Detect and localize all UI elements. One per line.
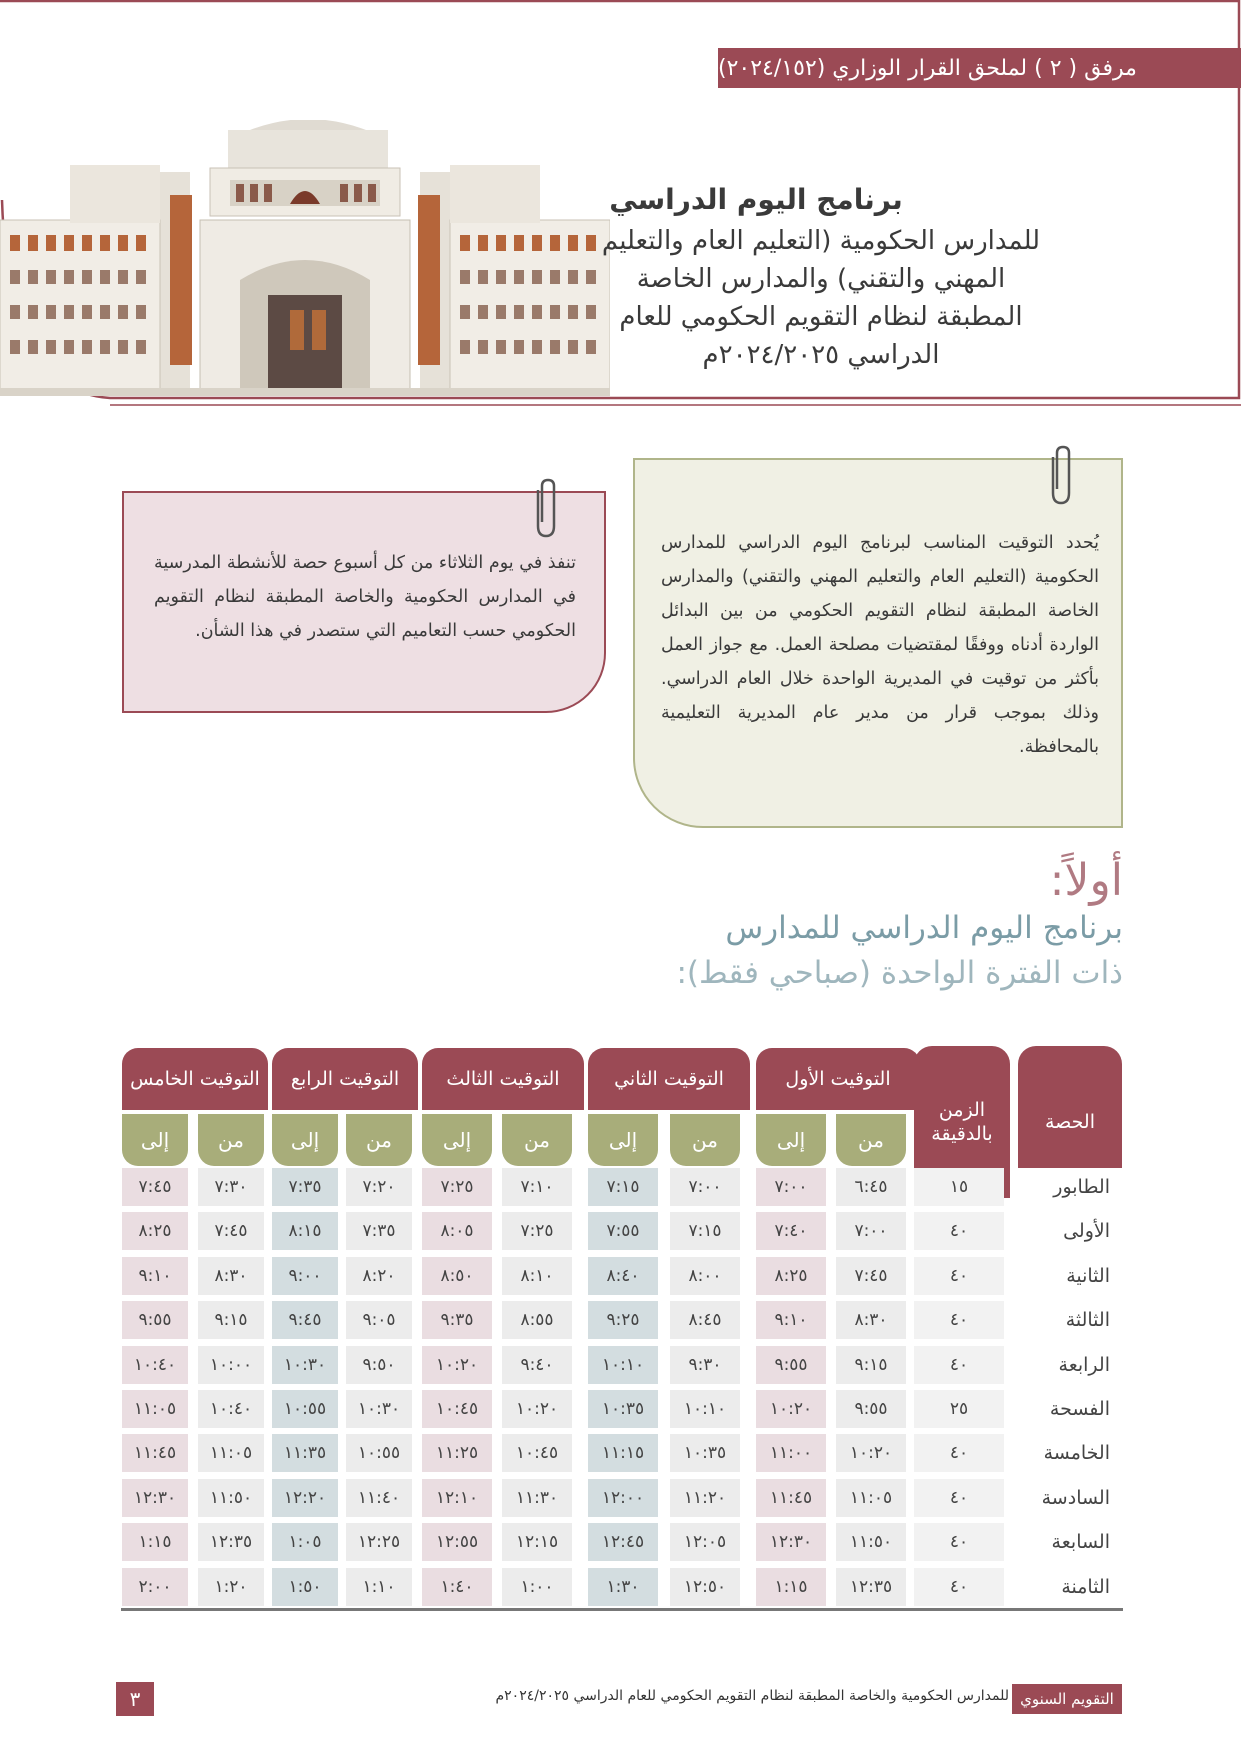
timing-selection-note (633, 458, 1123, 828)
time-from-cell: ٧:١٠ (502, 1168, 572, 1206)
time-from-cell: ٨:٣٠ (836, 1301, 906, 1339)
time-to-cell: ١١:٠٥ (122, 1390, 188, 1428)
section-subtitle: ذات الفترة الواحدة (صباحي فقط): (676, 955, 1123, 991)
time-from-cell: ١٠:١٠ (670, 1390, 740, 1428)
time-to-cell: ١٢:٣٠ (122, 1479, 188, 1517)
timing-selection-note-text: يُحدد التوقيت المناسب لبرنامج اليوم الدراسي للمدارس الحكومية (التعليم العام والتعليم المهني والتقني) والمدارس الخاصة المطبقة لنظام التقويم الحكومي من بين البدائل الواردة أدناه ووفقًا لمقتضيات مصلحة العمل. مع جواز العمل بأكثر من توقيت في المديرية الواحدة خلال العام الدراسي. وذلك بموجب قرار من مدير عام المديرية التعليمية بالمحافظة. (661, 533, 1099, 757)
duration-cell: ٤٠ (914, 1479, 1004, 1517)
ministry-building-illustration (0, 120, 610, 398)
section-heading: أولاً: (1049, 855, 1123, 906)
column-header-timing: التوقيت الأول (756, 1048, 920, 1110)
page-title: برنامج اليوم الدراسي (609, 183, 903, 216)
time-to-cell: ١٢:٠٠ (588, 1479, 658, 1517)
column-header-timing: التوقيت الثالث (422, 1048, 584, 1110)
time-to-cell: ١٠:٥٥ (272, 1390, 338, 1428)
page-subtitle (521, 222, 1121, 374)
period-name-cell: السابعة (1018, 1523, 1122, 1561)
duration-cell: ٢٥ (914, 1390, 1004, 1428)
time-from-cell: ١٢:٣٥ (198, 1523, 264, 1561)
time-to-cell: ٩:٠٠ (272, 1257, 338, 1295)
time-from-cell: ١١:٣٠ (502, 1479, 572, 1517)
time-to-cell: ١١:٢٥ (422, 1434, 492, 1472)
time-to-cell: ٩:٥٥ (756, 1346, 826, 1384)
time-to-cell: ١٠:٢٠ (422, 1346, 492, 1384)
time-from-cell: ٧:٣٠ (198, 1168, 264, 1206)
column-header-to: إلى (272, 1114, 338, 1166)
time-to-cell: ١١:٠٠ (756, 1434, 826, 1472)
time-to-cell: ٧:١٥ (588, 1168, 658, 1206)
time-to-cell: ٩:١٠ (756, 1301, 826, 1339)
time-to-cell: ١٠:١٠ (588, 1346, 658, 1384)
period-name-cell: الطابور (1018, 1168, 1122, 1206)
time-to-cell: ١٢:٥٥ (422, 1523, 492, 1561)
decree-banner-text: مرفق ( ٢ ) لملحق القرار الوزاري (٢٠٢٤/١٥٢) (718, 55, 1137, 81)
time-from-cell: ١٢:١٥ (502, 1523, 572, 1561)
time-to-cell: ١١:١٥ (588, 1434, 658, 1472)
time-from-cell: ٦:٤٥ (836, 1168, 906, 1206)
column-header-timing: التوقيت الرابع (272, 1048, 418, 1110)
time-to-cell: ١:١٥ (756, 1568, 826, 1606)
column-header-to: إلى (588, 1114, 658, 1166)
column-header-duration: الزمن بالدقيقة (914, 1046, 1010, 1198)
time-to-cell: ٨:٠٥ (422, 1212, 492, 1250)
footer-text: للمدارس الحكومية والخاصة المطبقة لنظام التقويم الحكومي للعام الدراسي ٢٠٢٤/٢٠٢٥م (495, 1688, 1009, 1704)
duration-cell: ٤٠ (914, 1212, 1004, 1250)
time-from-cell: ٧:٤٥ (836, 1257, 906, 1295)
period-name-cell: الأولى (1018, 1212, 1122, 1250)
time-from-cell: ٨:٠٠ (670, 1257, 740, 1295)
time-from-cell: ٧:٠٠ (670, 1168, 740, 1206)
time-to-cell: ٩:٣٥ (422, 1301, 492, 1339)
time-from-cell: ١١:٥٠ (198, 1479, 264, 1517)
time-from-cell: ٩:٥٠ (346, 1346, 412, 1384)
section-title: برنامج اليوم الدراسي للمدارس (725, 910, 1123, 946)
time-from-cell: ١١:٢٠ (670, 1479, 740, 1517)
time-to-cell: ١:٤٠ (422, 1568, 492, 1606)
time-to-cell: ١٠:٣٠ (272, 1346, 338, 1384)
time-from-cell: ١:٢٠ (198, 1568, 264, 1606)
period-name-cell: الرابعة (1018, 1346, 1122, 1384)
time-from-cell: ١٠:٣٥ (670, 1434, 740, 1472)
time-from-cell: ٩:٣٠ (670, 1346, 740, 1384)
column-header-to: إلى (122, 1114, 188, 1166)
decree-banner (718, 48, 1241, 88)
time-to-cell: ٩:٤٥ (272, 1301, 338, 1339)
time-from-cell: ١٢:٢٥ (346, 1523, 412, 1561)
column-header-from: من (502, 1114, 572, 1166)
time-to-cell: ١:٥٠ (272, 1568, 338, 1606)
time-to-cell: ١٠:٤٠ (122, 1346, 188, 1384)
duration-cell: ٤٠ (914, 1301, 1004, 1339)
time-from-cell: ١٠:٢٠ (502, 1390, 572, 1428)
time-from-cell: ٨:١٠ (502, 1257, 572, 1295)
time-from-cell: ٩:٠٥ (346, 1301, 412, 1339)
duration-cell: ٤٠ (914, 1434, 1004, 1472)
time-from-cell: ١٢:٥٠ (670, 1568, 740, 1606)
time-to-cell: ٧:٤٠ (756, 1212, 826, 1250)
period-name-cell: الثانية (1018, 1257, 1122, 1295)
time-to-cell: ١٢:٤٥ (588, 1523, 658, 1561)
time-from-cell: ١٠:٠٠ (198, 1346, 264, 1384)
time-to-cell: ١٢:٣٠ (756, 1523, 826, 1561)
time-to-cell: ٨:٥٠ (422, 1257, 492, 1295)
time-from-cell: ١٠:٤٠ (198, 1390, 264, 1428)
time-to-cell: ١:٠٥ (272, 1523, 338, 1561)
time-to-cell: ٧:٣٥ (272, 1168, 338, 1206)
time-to-cell: ١٠:٣٥ (588, 1390, 658, 1428)
period-name-cell: السادسة (1018, 1479, 1122, 1517)
subtitle-line: الدراسي ٢٠٢٤/٢٠٢٥م (702, 340, 940, 370)
time-from-cell: ١٠:٢٠ (836, 1434, 906, 1472)
subtitle-line: للمدارس الحكومية (التعليم العام والتعليم (601, 226, 1041, 256)
time-to-cell: ٨:١٥ (272, 1212, 338, 1250)
time-from-cell: ١١:٥٠ (836, 1523, 906, 1561)
time-to-cell: ٢:٠٠ (122, 1568, 188, 1606)
time-from-cell: ٨:٤٥ (670, 1301, 740, 1339)
time-from-cell: ١٢:٣٥ (836, 1568, 906, 1606)
time-from-cell: ٧:٢٥ (502, 1212, 572, 1250)
subtitle-line: المطبقة لنظام التقويم الحكومي للعام (619, 302, 1023, 332)
time-to-cell: ١١:٤٥ (756, 1479, 826, 1517)
time-to-cell: ٩:٢٥ (588, 1301, 658, 1339)
column-header-from: من (346, 1114, 412, 1166)
time-to-cell: ٧:٢٥ (422, 1168, 492, 1206)
activities-period-note-text: تنفذ في يوم الثلاثاء من كل أسبوع حصة للأنشطة المدرسية في المدارس الحكومية والخاصة المطبقة لنظام التقويم الحكومي حسب التعاميم التي ستصدر في هذا الشأن. (154, 553, 576, 641)
time-from-cell: ٧:٢٠ (346, 1168, 412, 1206)
time-from-cell: ٧:٤٥ (198, 1212, 264, 1250)
paperclip-icon (530, 478, 562, 540)
column-header-timing: التوقيت الثاني (588, 1048, 750, 1110)
time-from-cell: ٨:٥٥ (502, 1301, 572, 1339)
period-name-cell: الفسحة (1018, 1390, 1122, 1428)
duration-cell: ٤٠ (914, 1257, 1004, 1295)
duration-cell: ١٥ (914, 1168, 1004, 1206)
time-from-cell: ٨:٣٠ (198, 1257, 264, 1295)
column-header-from: من (836, 1114, 906, 1166)
column-header-to: إلى (756, 1114, 826, 1166)
time-to-cell: ١٠:٢٠ (756, 1390, 826, 1428)
subtitle-line: المهني والتقني) والمدارس الخاصة (636, 264, 1006, 294)
column-header-period: الحصة (1018, 1046, 1122, 1198)
time-from-cell: ١:١٠ (346, 1568, 412, 1606)
column-header-timing: التوقيت الخامس (122, 1048, 268, 1110)
time-from-cell: ٨:٢٠ (346, 1257, 412, 1295)
time-from-cell: ١٠:٥٥ (346, 1434, 412, 1472)
time-to-cell: ٨:٤٠ (588, 1257, 658, 1295)
column-header-from: من (670, 1114, 740, 1166)
time-from-cell: ٩:١٥ (198, 1301, 264, 1339)
time-from-cell: ١٠:٤٥ (502, 1434, 572, 1472)
time-to-cell: ٧:٤٥ (122, 1168, 188, 1206)
period-name-cell: الخامسة (1018, 1434, 1122, 1472)
time-to-cell: ٧:٥٥ (588, 1212, 658, 1250)
time-from-cell: ١١:٠٥ (836, 1479, 906, 1517)
page-number: ٣ (116, 1682, 154, 1716)
time-from-cell: ١:٠٠ (502, 1568, 572, 1606)
time-from-cell: ٧:٠٠ (836, 1212, 906, 1250)
time-from-cell: ٧:١٥ (670, 1212, 740, 1250)
time-from-cell: ٩:١٥ (836, 1346, 906, 1384)
time-to-cell: ١٠:٤٥ (422, 1390, 492, 1428)
footer-badge: التقويم السنوي (1012, 1684, 1122, 1714)
duration-cell: ٤٠ (914, 1568, 1004, 1606)
duration-cell: ٤٠ (914, 1346, 1004, 1384)
time-to-cell: ١:١٥ (122, 1523, 188, 1561)
time-from-cell: ١٠:٣٠ (346, 1390, 412, 1428)
period-name-cell: الثالثة (1018, 1301, 1122, 1339)
time-from-cell: ١٢:٠٥ (670, 1523, 740, 1561)
time-from-cell: ٩:٥٥ (836, 1390, 906, 1428)
column-header-to: إلى (422, 1114, 492, 1166)
time-to-cell: ١٢:١٠ (422, 1479, 492, 1517)
paperclip-icon (1045, 445, 1077, 507)
time-to-cell: ٨:٢٥ (122, 1212, 188, 1250)
table-bottom-rule (121, 1608, 1123, 1611)
time-from-cell: ١١:٠٥ (198, 1434, 264, 1472)
duration-cell: ٤٠ (914, 1523, 1004, 1561)
time-from-cell: ٩:٤٠ (502, 1346, 572, 1384)
time-to-cell: ٨:٢٥ (756, 1257, 826, 1295)
time-to-cell: ٩:١٠ (122, 1257, 188, 1295)
time-to-cell: ١:٣٠ (588, 1568, 658, 1606)
time-from-cell: ١١:٤٠ (346, 1479, 412, 1517)
column-header-from: من (198, 1114, 264, 1166)
time-to-cell: ١٢:٢٠ (272, 1479, 338, 1517)
time-to-cell: ١١:٣٥ (272, 1434, 338, 1472)
time-from-cell: ٧:٣٥ (346, 1212, 412, 1250)
time-to-cell: ٧:٠٠ (756, 1168, 826, 1206)
time-to-cell: ٩:٥٥ (122, 1301, 188, 1339)
period-name-cell: الثامنة (1018, 1568, 1122, 1606)
time-to-cell: ١١:٤٥ (122, 1434, 188, 1472)
